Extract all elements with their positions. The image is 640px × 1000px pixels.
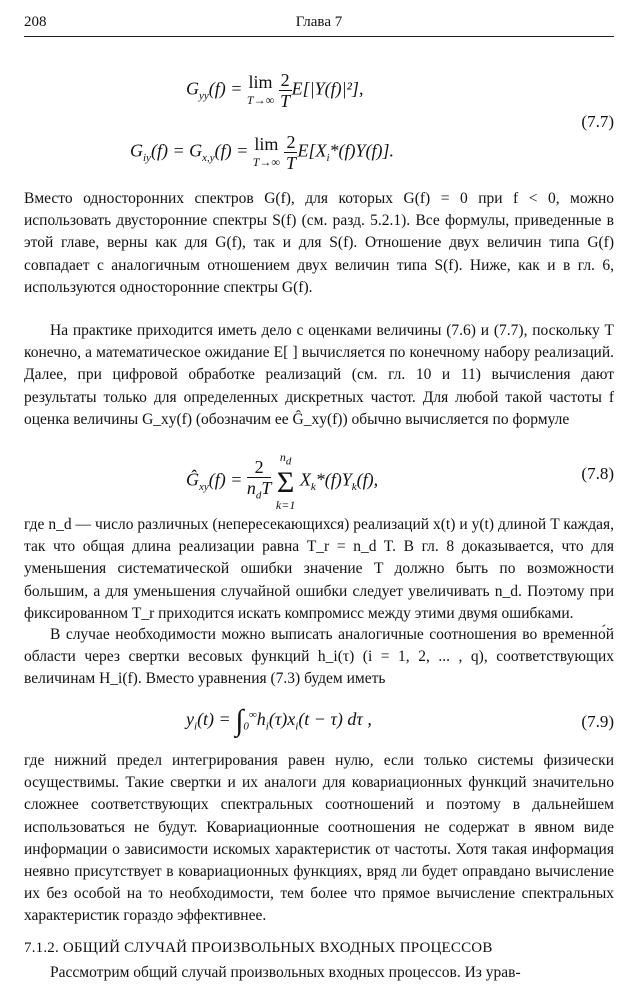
paragraph-2: На практике приходится иметь дело с оценками величины (7.6) и (7.7), поскольку T конечно, а математическое ожидание E[ ] вычисляется по конечному набору реализаций. Далее, при цифровой обработке реализаций (см. гл. 10 и 11) вычисления дают результаты только для определенных дискретных частот. Для любой такой частоты f оценка величины G_xy(f) (обозначим ее Ĝ_xy(f)) обычно вычисляется по формуле <box>24 322 614 428</box>
equation-7-7-line1: $G_{yy}(f) = \lim$ T→∞ $\frac{2}{T}$ E[|Y(f)|²], <box>186 70 364 111</box>
equation-7-8 <box>24 450 614 513</box>
equation-7-9-label: (7.9) <box>581 712 614 731</box>
equation-7-9 <box>24 700 614 750</box>
chapter-title: Глава 7 <box>295 14 343 30</box>
page-number: 208 <box>24 14 47 30</box>
equation-7-7-label: (7.7) <box>581 112 614 131</box>
equation-7-8-label: (7.8) <box>581 464 614 483</box>
paragraph-6: Рассмотрим общий случай произвольных входных процессов. Из урав- <box>50 964 521 981</box>
equation-7-7 <box>24 62 614 192</box>
equation-7-9-body: $y_i(t) = \int_0^\infty h_i(\tau)x_i(t - \tau)$ dτ , <box>186 704 372 737</box>
section-heading: 7.1.2. ОБЩИЙ СЛУЧАЙ ПРОИЗВОЛЬНЫХ ВХОДНЫХ ПРОЦЕССОВ <box>24 940 493 956</box>
paragraph-1: Вместо односторонних спектров G(f), для которых G(f) = 0 при f < 0, можно использовать двусторонние спектры S(f) (см. разд. 5.2.1). Все формулы, приведенные в этой главе, верны как для G(f), так и для S(f). Отношение двух величин типа G(f) совпадает с аналогичным отношением двух величин типа S(f). Ниже, как и в гл. 6, используются односторонние спектры G(f). <box>24 190 614 296</box>
page-header <box>24 14 614 36</box>
paragraph-5: где нижний предел интегрирования равен нулю, если только системы физически осуществимы. Такие свертки и их аналоги для ковариационных функций значительно сложнее соответствующих спектральных соотношений и поэтому в дальнейшем использоваться не будут. Ковариационные соотношения не содержат в явном виде информации о зависимости искомых характеристик от частоты. Хотя такая информация неявно присутствует в ковариационных функциях, вряд ли будет оправдано вычисление их без особой на то необходимости, тем более что прямое вычисление спектральных характеристик гораздо эффективнее. <box>24 752 614 925</box>
equation-7-8-body: $Ĝ_{xy}(f)$ = $\frac{2}{n_dT}$ $n_d$ Σ k=1 $X_k*(f)Y_k(f)$, <box>186 450 379 513</box>
equation-7-7-line2: $G_{iy}(f) = G_{x,y}(f) = \lim$ T→∞ $\frac{2}{T}$ $E[X_i*(f)Y(f)]$. <box>130 132 395 173</box>
paragraph-4: В случае необходимости можно выписать аналогичные соотношения во временно́й области через свертки весовых функций h_i(τ) (i = 1, 2, ... , q), соответствующих величинам H_i(f). Вместо уравнения (7.3) будем иметь <box>24 626 614 688</box>
header-rule <box>24 36 614 37</box>
paragraph-3: где n_d — число различных (непересекающихся) реализаций x(t) и y(t) длиной T каждая, так что общая длина реализации равна T_r = n_d T. В гл. 8 доказывается, что для уменьшения систематической ошибки значение T должно быть по возможности большим, а для уменьшения случайной ошибки следует увеличивать n_d. Поэтому при фиксированном T_r приходится искать компромисс между этими двумя ошибками. <box>24 516 614 622</box>
